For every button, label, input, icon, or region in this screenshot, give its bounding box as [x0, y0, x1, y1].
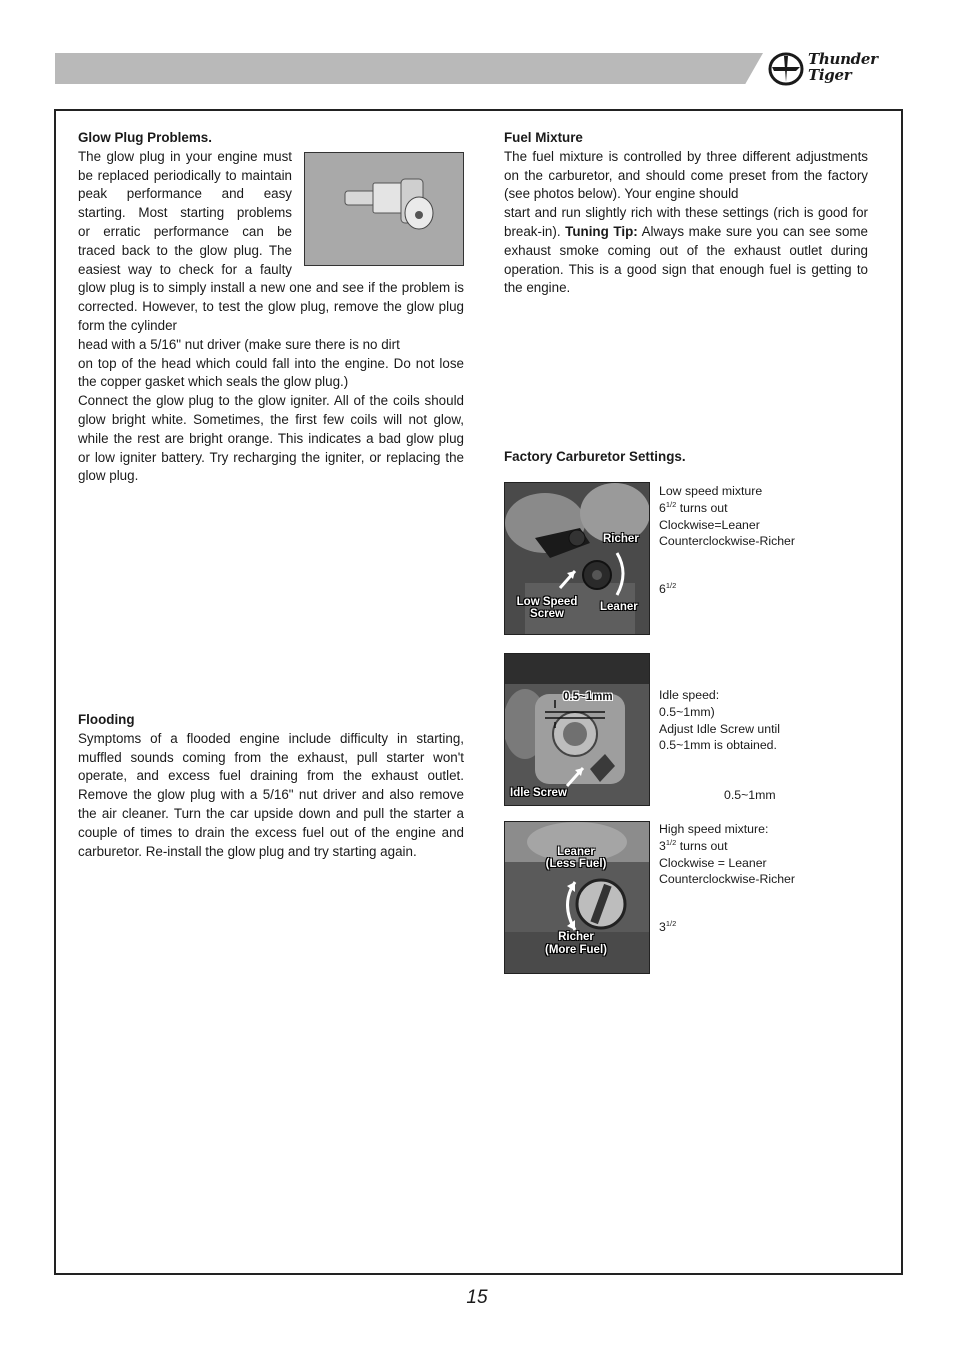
high-speed-photo [504, 821, 650, 974]
low-speed-settings: Low speed mixture $6^{1/2}$ turns out Clockwise=Leaner Counterclockwise-Richer $6^{1/2}$ [659, 483, 859, 598]
fuel-mixture-text-1: The fuel mixture is controlled by three different adjustments on the carburetor, and should come preset from the factory (see photos below). Your engine should [504, 148, 868, 202]
tuning-tip-label: Tuning Tip: [565, 223, 638, 239]
page-number: 15 [466, 1287, 488, 1308]
photo-label-richer: Richer [603, 533, 639, 545]
photo-label-less-fuel: (Less Fuel) [545, 858, 607, 870]
glow-plug-image [305, 153, 463, 265]
high-speed-settings: High speed mixture: $3^{1/2}$ turns out Clockwise = Leaner Counterclockwise-Richer $3^{1/2}$ [659, 821, 859, 936]
low-speed-photo [504, 482, 650, 635]
idle-screw-photo [504, 653, 650, 806]
glow-plug-text-2: head with a 5/16" nut driver (make sure there is no dirt [78, 336, 400, 352]
logo-wordmark: Thunder Tiger [808, 50, 878, 84]
high-speed-footnote: $3^{1/2}$ [659, 919, 677, 935]
glow-plug-heading: Glow Plug Problems. [78, 130, 212, 145]
glow-plug-lines-narrow: The glow plug in your engine must be replaced periodically to maintain peak performance and easy starting. Most starting problems or erratic performance can be traced back to the glow plug. The easiest way to check for a faulty [78, 148, 292, 277]
factory-settings-heading: Factory Carburetor Settings. [504, 449, 686, 464]
photo-label-richer: Richer [558, 931, 594, 943]
photo-label-idle-screw: Idle Screw [510, 787, 567, 799]
glow-plug-photo [304, 152, 464, 266]
fuel-mixture-text-2: start and run slightly rich with these settings (rich is good for break-in). Tuning Tip: Always make sure you can see some exhaust smoke coming out of the exhaust outlet during operation. This is a good sign that enough fuel is getting to the engine. [504, 205, 869, 296]
logo-emblem-icon [766, 50, 806, 88]
idle-carburetor-image [505, 654, 649, 805]
glow-plug-text-3: on top of the head which could fall into the engine. Do not lose the copper gasket which seals the glow plug.) [78, 355, 464, 390]
photo-label-more-fuel: (More Fuel) [545, 944, 607, 956]
left-column [78, 129, 464, 486]
photo-label-leaner: Leaner [600, 601, 638, 613]
idle-settings: Idle speed: 0.5~1mm) Adjust Idle Screw until 0.5~1mm is obtained. 0.5~1mm [659, 687, 859, 804]
glow-plug-text-1: glow plug is to simply install a new one and see if the problem is corrected. However, to test the glow plug, remove the glow plug form the cylinder [78, 280, 464, 333]
idle-footnote: 0.5~1mm [724, 788, 776, 803]
photo-label-gap: 0.5~1mm [563, 691, 613, 703]
fuel-mixture-section [504, 129, 868, 298]
flooding-heading: Flooding [78, 712, 135, 727]
flooding-section [78, 711, 464, 861]
fuel-mixture-heading: Fuel Mixture [504, 130, 583, 145]
glow-plug-text-4: Connect the glow plug to the glow igniter. All of the coils should glow bright white. Sometimes, the first few coils will not glow, while the rest are bright orange. This indicates a bad glow plug or low igniter battery. Try recharging the igniter, or replacing the glow plug. [78, 393, 464, 484]
header-bar [55, 53, 763, 84]
photo-label-low-speed: Low Speed [516, 596, 578, 608]
photo-label-screw: Screw [530, 608, 564, 620]
low-speed-footnote: $6^{1/2}$ [659, 581, 677, 597]
photo-label-leaner: Leaner [557, 846, 595, 858]
flooding-text: Symptoms of a flooded engine include difficulty in starting, muffled sounds coming from the exhaust, pull starter won't operate, and excess fuel draining from the exhaust outlet. Remove the glow plug with a 5/16" nut driver and also remove the air cleaner. Turn the car upside down and pull the starter a couple of times to drain the excess fuel out of the engine and carburetor. Re-install the glow plug and try starting again. [78, 730, 464, 859]
thunder-tiger-logo [766, 50, 902, 88]
